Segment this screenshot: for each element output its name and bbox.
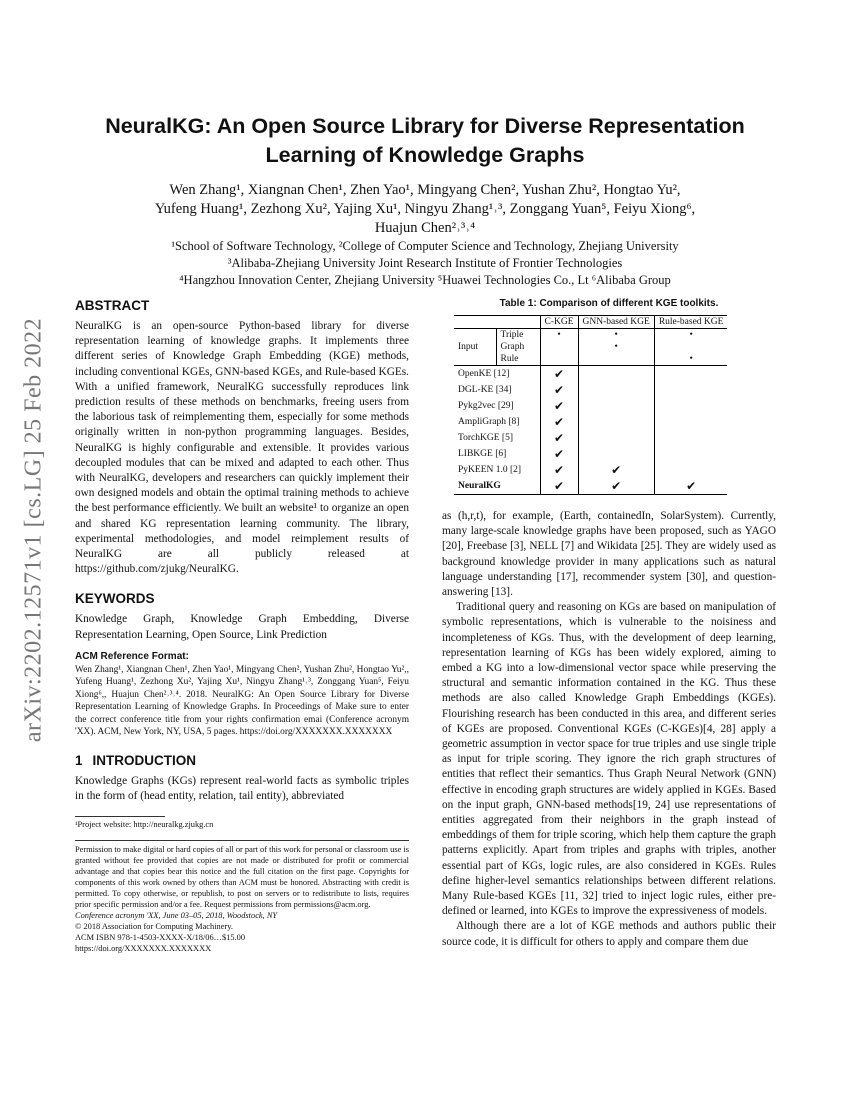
toolkit-row [454, 462, 727, 478]
toolkit-mark [654, 414, 727, 430]
right-column [442, 298, 776, 950]
intro-section-number: 1 [75, 752, 83, 768]
toolkit-mark [578, 366, 654, 383]
acm-reference-text: Wen Zhang¹, Xiangnan Chen¹, Zhen Yao¹, Mingyang Chen², Yushan Zhu², Hongtao Yu²,, Yufeng Huang¹, Zezhong Xu², Yajing Xu¹, Ningyu Zhang¹˒³, Zonggang Yuan⁵, Feiyu Xiong⁶,, Huajun Chen²˒³˒⁴. 2018. NeuralKG: An Open Source Library for Diverse Representation Learning of Knowledge Graphs. In Proceedings of Make sure to enter the correct conference title from your rights confirmation emai (Conference acronym 'XX). ACM, New York, NY, USA, 5 pages. https://doi.org/XXXXXXX.XXXXXXX [75, 664, 409, 738]
intro-text-left: Knowledge Graphs (KGs) represent real-world facts as symbolic triples in the form of (head entity, relation, tail entity), abbreviated [75, 774, 409, 803]
toolkit-mark: ✔ [540, 478, 578, 495]
toolkit-mark [578, 382, 654, 398]
table-header-row [454, 316, 727, 329]
permission-divider [75, 840, 409, 841]
toolkit-row [454, 398, 727, 414]
toolkit-mark [654, 366, 727, 383]
toolkit-mark [654, 462, 727, 478]
acm-reference-heading: ACM Reference Format: [75, 650, 189, 662]
input-row-graph [454, 341, 727, 353]
toolkit-row [454, 430, 727, 446]
input-mark [540, 353, 578, 366]
arxiv-sidebar [14, 290, 54, 770]
toolkit-mark: ✔ [540, 462, 578, 478]
toolkit-name: PyKEEN 1.0 [2] [458, 465, 522, 475]
toolkit-mark: ✔ [540, 430, 578, 446]
toolkit-mark: ✔ [540, 398, 578, 414]
paper-title [60, 112, 790, 170]
abstract-text: NeuralKG is an open-source Python-based library for diverse representation learning of knowledge graphs. It implements three different series of Knowledge Graph Embedding (KGE) methods, including conventional KGEs, GNN-based KGEs, and Rule-based KGEs. With a unified framework, NeuralKG successfully reproduces link prediction results of these methods on benchmarks, freeing users from the laborious task of reimplementing them, especially for some methods originally written in non-python programming languages. Besides, NeuralKG is highly configurable and extensible. It provides various decoupled modules that can be mixed and adapted to each other. Thus with NeuralKG, developers and researchers can quickly implement their own designed models and obtain the optimal training methods to achieve the best performance efficiently. We built an website¹ to organize an open and shared KG representation learning community. The library, experimental methodologies, and model reimplement results of NeuralKG are all publicly released at https://github.com/zjukg/NeuralKG. [75, 320, 409, 576]
toolkit-mark [654, 446, 727, 462]
toolkit-mark [578, 430, 654, 446]
toolkit-mark: ✔ [540, 414, 578, 430]
footnote-text: ¹Project website: http://neuralkg.zjukg.cn [75, 820, 214, 830]
input-row-label: Triple [496, 329, 540, 342]
authors-line-2: Yufeng Huang¹, Zezhong Xu², Yajing Xu¹, Ningyu Zhang¹˒³, Zonggang Yuan⁵, Feiyu Xiong⁶, [154, 201, 696, 217]
header-rule-kge: Rule-based KGE [654, 316, 727, 329]
toolkit-row [454, 382, 727, 398]
toolkit-mark: ✔ [654, 478, 727, 495]
input-row-rule [454, 353, 727, 366]
input-mark: • [578, 329, 654, 342]
header-gnn-kge: GNN-based KGE [578, 316, 654, 329]
affiliation-line-1: ¹School of Software Technology, ²College of Computer Science and Technology, Zhejiang University [171, 239, 679, 253]
toolkit-name: LIBKGE [6] [458, 449, 507, 459]
intro-text-right-p3: Although there are a lot of KGE methods and authors public their source code, it is difficult for others to apply and compare them due [442, 920, 776, 948]
header-c-kge: C-KGE [540, 316, 578, 329]
toolkit-mark [654, 382, 727, 398]
toolkit-mark: ✔ [540, 446, 578, 462]
toolkit-mark: ✔ [578, 462, 654, 478]
intro-heading-text: INTRODUCTION [92, 752, 197, 768]
author-list [60, 181, 790, 238]
copyright-line: © 2018 Association for Computing Machinery. [75, 922, 233, 932]
input-label: Input [458, 342, 479, 352]
intro-text-right-p2: Traditional query and reasoning on KGs are based on manipulation of symbolic representations, which is vulnerable to the noisiness and incompleteness of KGs. Thus, with the development of deep learning, representation learning of KGs has been widely explored, aiming to embed a KG into a low-dimensional vector space while preserving the structural and semantic information contained in the KG. Thus these methods are also called Knowledge Graph Embeddings (KGEs). Flourishing research has been conducted in this area, and different series of KGEs are proposed. Conventional KGEs (C-KGEs)[4, 28] apply a geometric assumption in vector space for true triples and use single triple as input for triple scoring. They ignore the rich graph structures of entities that reflect their semantics. Thus Graph Neural Network (GNN) effective in encoding graph structures are widely applied in KGEs. Based on the input graph, GNN-based methods[19, 24] use representations of entities aggregated from their neighbors in the graph instead of embeddings of them for triple scoring, which help them capture the graph patterns explicitly. Apart from triples and graphs with triples, another essential part of KGs, logic rules, are also considered in KGEs. Rules define higher-level semantics relationships between different relations. Many Rule-based KGEs [11, 32] tried to inject logic rules, either pre-defined or learned, into KGEs to improve the expressiveness of models. [442, 601, 776, 918]
input-mark: • [578, 341, 654, 353]
comparison-table [454, 315, 727, 495]
authors-line-3: Huajun Chen²˒³˒⁴ [374, 220, 476, 236]
toolkit-mark: ✔ [578, 478, 654, 495]
permission-text: Permission to make digital or hard copies of all or part of this work for personal or classroom use is granted without fee provided that copies are not made or distributed for profit or commercial advantage and that copies bear this notice and the full citation on the first page. Copyrights for components of this work owned by others than ACM must be honored. Abstracting with credit is permitted. To copy otherwise, or republish, to post on servers or to redistribute to lists, requires prior specific permission and/or a fee. Request permissions from permissions@acm.org. [75, 845, 409, 910]
toolkit-name: Pykg2vec [29] [458, 401, 514, 411]
affiliation-line-3: ⁴Hangzhou Innovation Center, Zhejiang University ⁵Huawei Technologies Co., Lt ⁶Alibaba Group [179, 273, 671, 287]
affiliation-line-2: ³Alibaba-Zhejiang University Joint Research Institute of Frontier Technologies [227, 256, 623, 270]
input-mark [654, 341, 727, 353]
toolkit-mark: ✔ [540, 366, 578, 383]
toolkit-name: NeuralKG [458, 481, 501, 491]
left-column [75, 298, 409, 954]
toolkit-name: OpenKE [12] [458, 369, 510, 379]
input-row-label: Graph [496, 341, 540, 353]
isbn-line: ACM ISBN 978-1-4503-XXXX-X/18/06…$15.00 [75, 933, 246, 943]
abstract-heading: ABSTRACT [75, 298, 150, 313]
toolkit-mark [578, 398, 654, 414]
toolkit-mark [654, 430, 727, 446]
table-caption: Table 1: Comparison of different KGE toolkits. [499, 298, 719, 309]
input-mark: • [540, 329, 578, 342]
title-line-2: Learning of Knowledge Graphs [265, 143, 585, 167]
intro-heading [75, 753, 409, 768]
toolkit-mark: ✔ [540, 382, 578, 398]
footnote-divider [75, 816, 165, 817]
toolkit-row-neuralkg [454, 478, 727, 495]
keywords-heading: KEYWORDS [75, 591, 155, 607]
keywords-text: Knowledge Graph, Knowledge Graph Embedding, Diverse Representation Learning, Open Source, Link Prediction [75, 613, 409, 641]
toolkit-mark [654, 398, 727, 414]
doi-line: https://doi.org/XXXXXXX.XXXXXXX [75, 944, 212, 954]
toolkit-name: TorchKGE [5] [458, 433, 513, 443]
toolkit-name: AmpliGraph [8] [458, 417, 520, 427]
toolkit-row [454, 366, 727, 383]
conference-line: Conference acronym 'XX, June 03–05, 2018, Woodstock, NY [75, 911, 278, 921]
arxiv-identifier: arXiv:2202.12571v1 [cs.LG] 25 Feb 2022 [20, 317, 47, 743]
affiliations [60, 238, 790, 289]
toolkit-mark [578, 414, 654, 430]
input-row-triple [454, 329, 727, 342]
input-mark [540, 341, 578, 353]
toolkit-row [454, 446, 727, 462]
intro-text-right-p1: as (h,r,t), for example, (Earth, containedIn, SolarSystem). Currently, many large-scale knowledge graphs have been proposed, such as YAGO [20], Freebase [3], NELL [7] and Wikidata [25]. They are widely used as background knowledge provider in many applications such as natural language understanding [17], recommender system [30], and question-answering [13]. [442, 510, 776, 599]
toolkit-mark [578, 446, 654, 462]
authors-line-1: Wen Zhang¹, Xiangnan Chen¹, Zhen Yao¹, Mingyang Chen², Yushan Zhu², Hongtao Yu², [169, 182, 681, 198]
input-mark [578, 353, 654, 366]
input-mark: • [654, 353, 727, 366]
toolkit-row [454, 414, 727, 430]
input-row-label: Rule [496, 353, 540, 366]
input-mark: • [654, 329, 727, 342]
toolkit-name: DGL-KE [34] [458, 385, 512, 395]
title-line-1: NeuralKG: An Open Source Library for Diverse Representation [105, 114, 745, 138]
